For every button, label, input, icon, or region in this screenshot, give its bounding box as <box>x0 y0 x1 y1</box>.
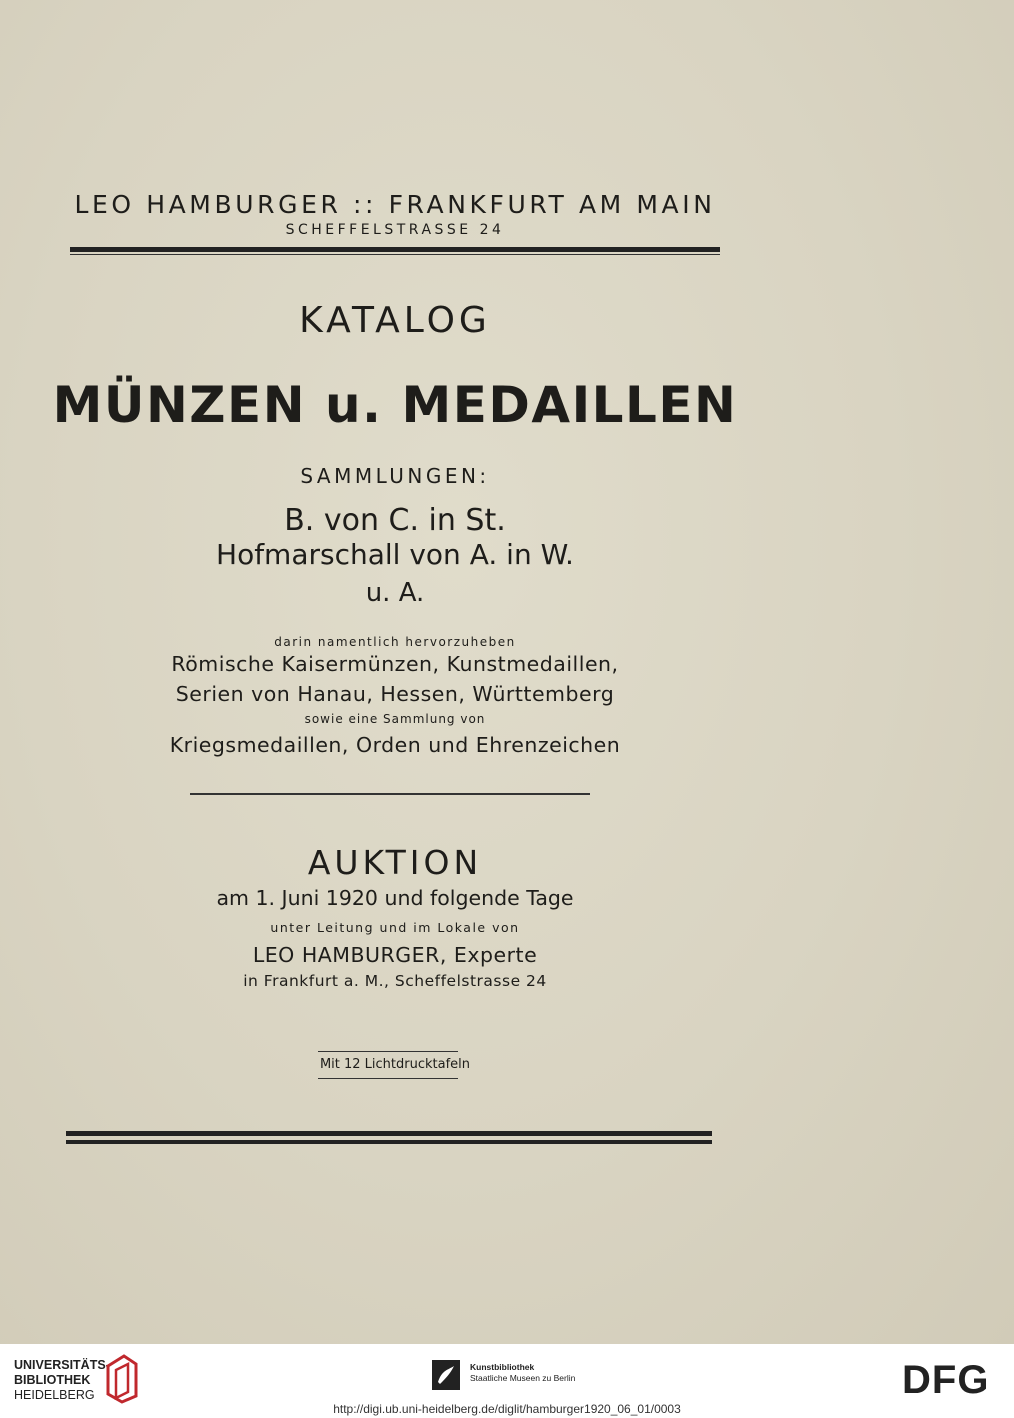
ub-heidelberg-logo-text <box>14 1358 114 1403</box>
publisher-line: LEO HAMBURGER :: FRANKFURT AM MAIN <box>74 190 716 219</box>
highlights-intro: darin namentlich hervorzuheben <box>274 635 516 649</box>
collections-label: SAMMLUNGEN: <box>300 464 490 488</box>
collection-item: u. A. <box>365 578 425 608</box>
publisher-address: SCHEFFELSTRASSE 24 <box>285 222 505 238</box>
auction-heading: AUKTION <box>307 843 483 882</box>
kb-line: Staatliche Museen zu Berlin <box>470 1373 576 1383</box>
plates-note: Mit 12 Lichtdrucktafeln <box>319 1057 471 1072</box>
collection-item: B. von C. in St. <box>284 503 506 538</box>
auction-location: in Frankfurt a. M., Scheffelstrasse 24 <box>243 972 547 990</box>
plates-rule-top <box>318 1051 458 1052</box>
plates-rule-bottom <box>318 1078 458 1079</box>
highlights-line: Römische Kaisermünzen, Kunstmedaillen, <box>171 652 619 676</box>
highlights-line: Serien von Hanau, Hessen, Württemberg <box>175 682 615 706</box>
highlights-line: Kriegsmedaillen, Orden und Ehrenzeichen <box>169 733 621 757</box>
ub-line: BIBLIOTHEK <box>14 1373 91 1387</box>
katalog-heading: KATALOG <box>299 300 491 341</box>
auction-expert: LEO HAMBURGER, Experte <box>252 943 538 967</box>
ub-heidelberg-logo-icon <box>104 1352 140 1404</box>
section-divider <box>190 793 590 795</box>
source-url-link[interactable]: http://digi.ub.uni-heidelberg.de/diglit/hamburger1920_06_01/0003 <box>333 1402 681 1416</box>
footer-rule-second <box>66 1140 712 1144</box>
auction-date: am 1. Juni 1920 und folgende Tage <box>216 886 574 910</box>
main-title: MÜNZEN u. MEDAILLEN <box>52 376 738 434</box>
highlights-connector: sowie eine Sammlung von <box>304 712 486 726</box>
ub-line: HEIDELBERG <box>14 1388 95 1402</box>
library-footer <box>0 1344 1014 1418</box>
kunstbibliothek-logo-text <box>470 1362 575 1384</box>
collection-item: Hofmarschall von A. in W. <box>216 538 574 571</box>
header-rule-thick <box>70 247 720 252</box>
footer-rule-thick <box>66 1131 712 1136</box>
ub-line: UNIVERSITÄTS- <box>14 1358 110 1372</box>
auction-direction: unter Leitung und im Lokale von <box>270 920 520 935</box>
kb-line: Kunstbibliothek <box>470 1362 535 1372</box>
header-rule-thin <box>70 254 720 255</box>
dfg-logo: DFG <box>902 1358 990 1402</box>
kunstbibliothek-logo-icon <box>432 1360 460 1390</box>
